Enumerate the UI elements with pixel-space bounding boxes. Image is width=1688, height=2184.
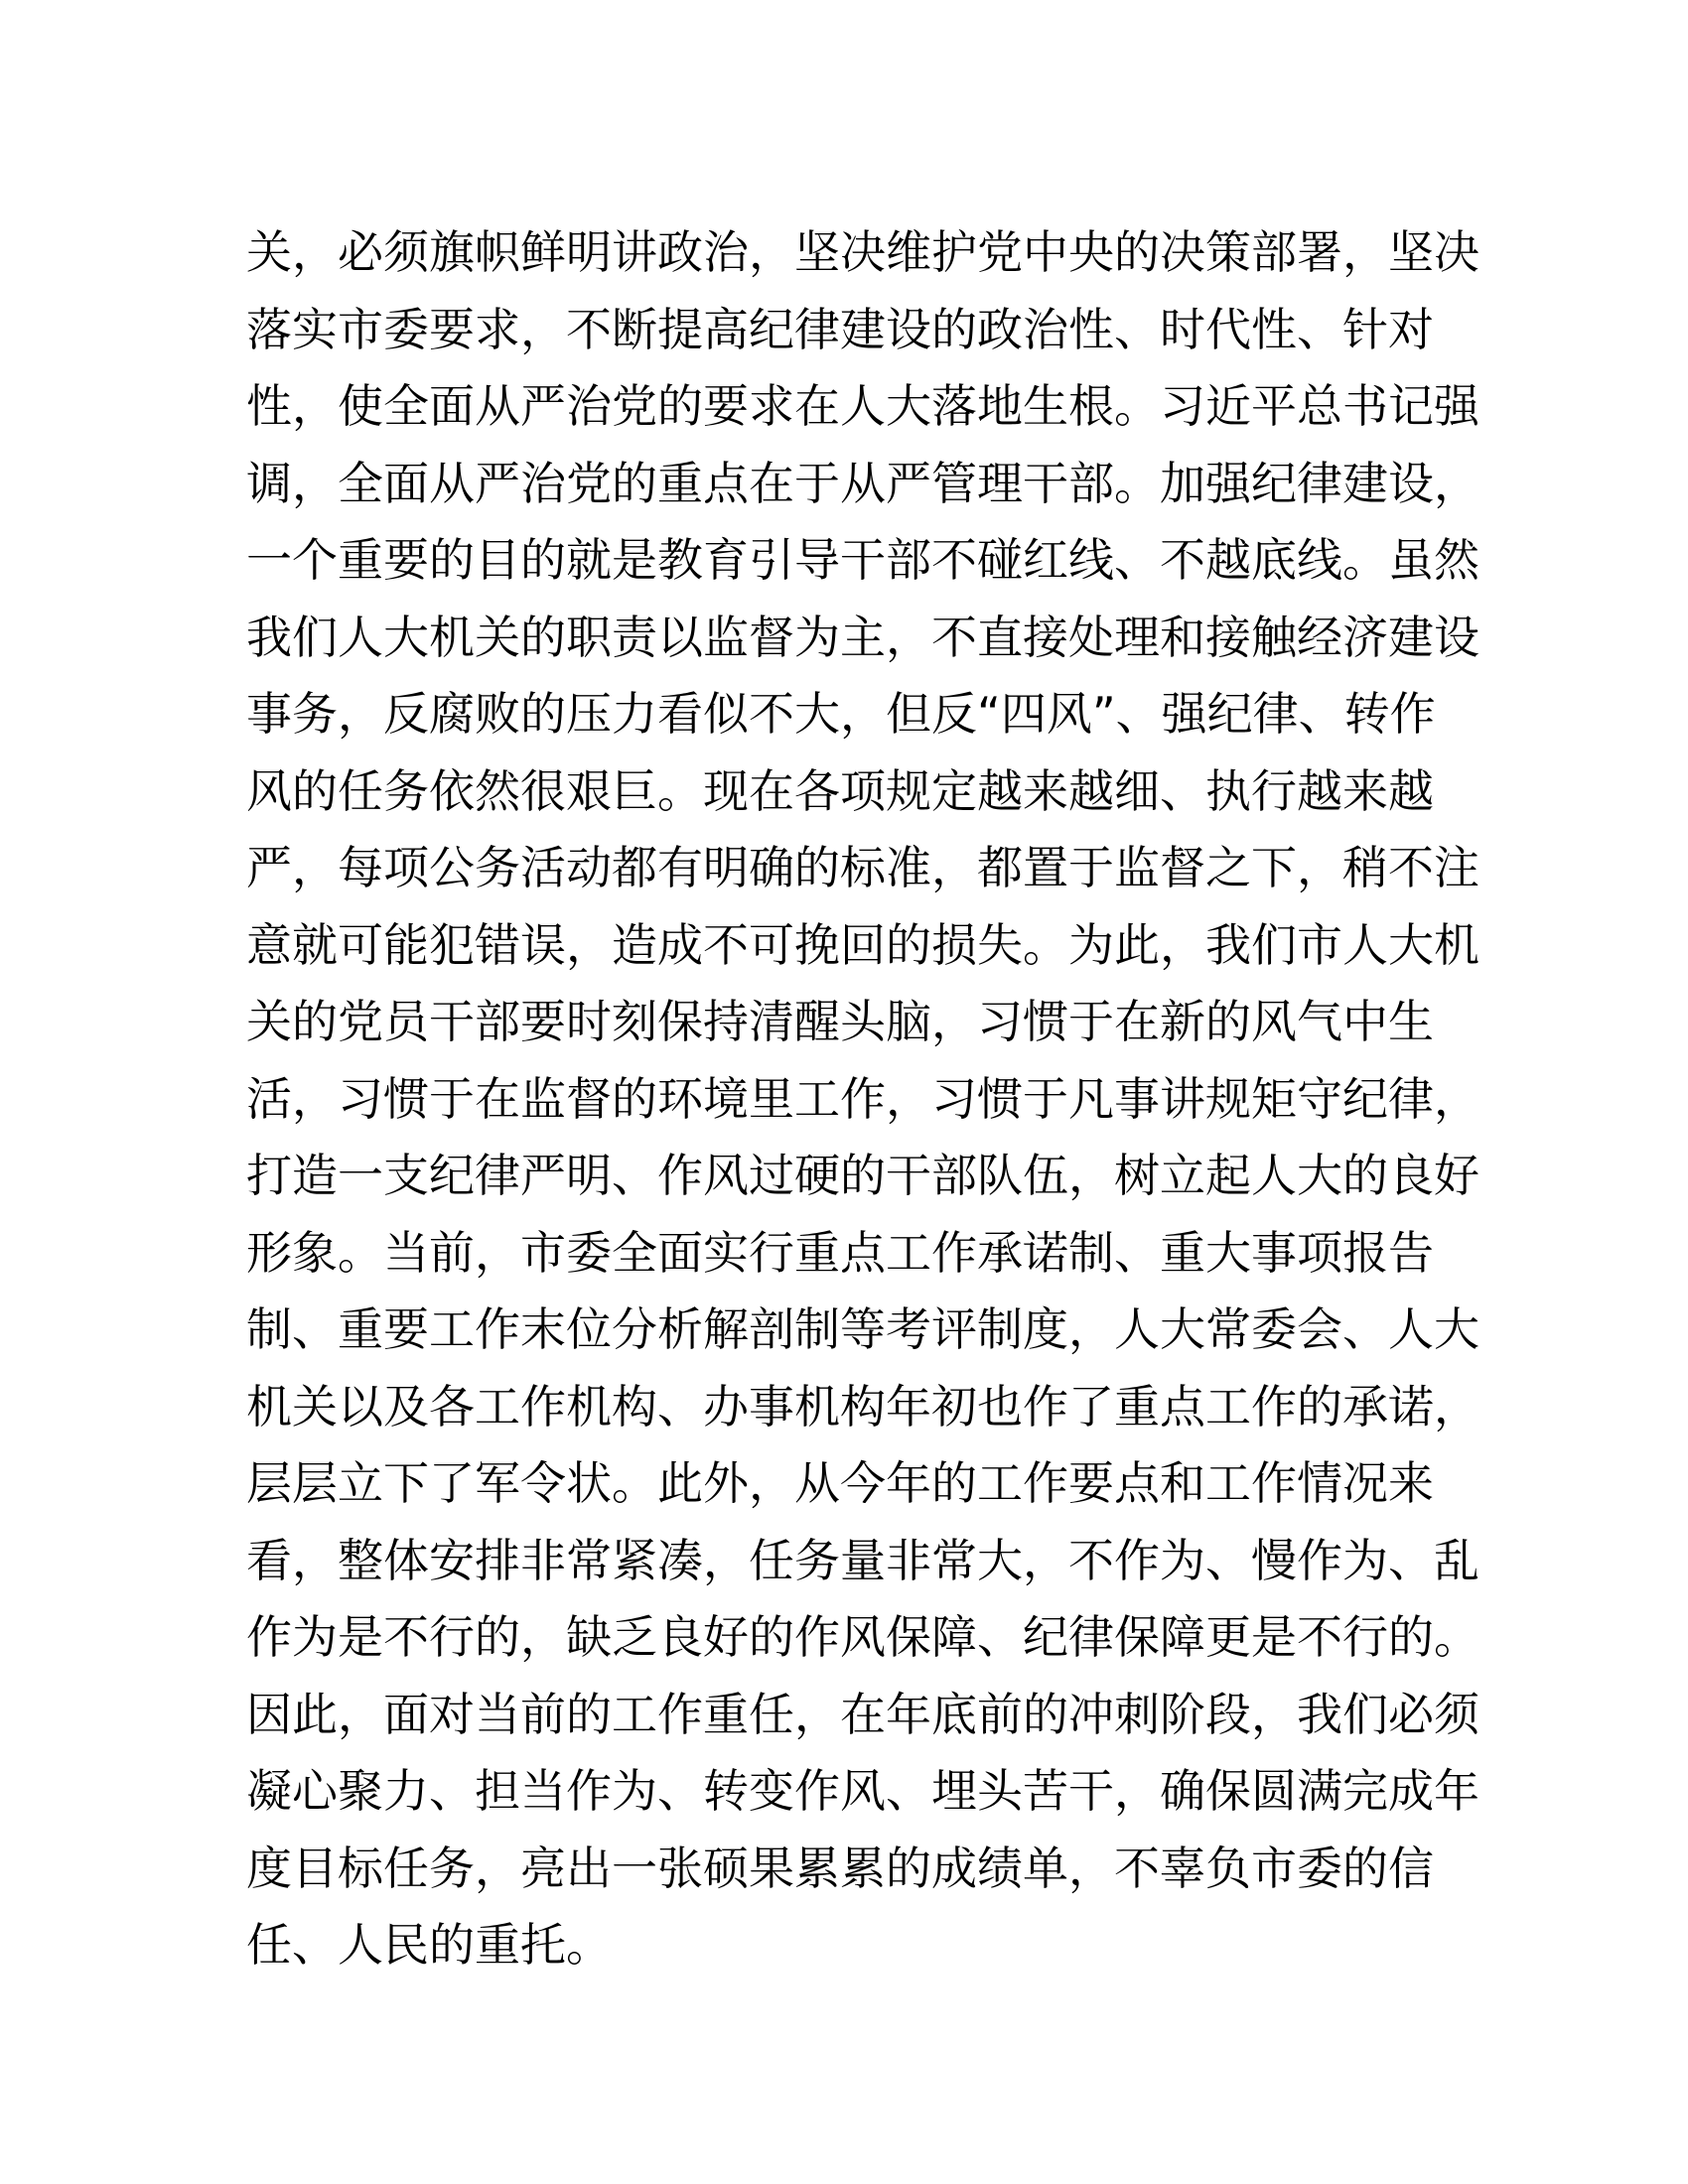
text-line: 活，习惯于在监督的环境里工作，习惯于凡事讲规矩守纪律， [246,1071,1479,1126]
text-line: 关，必须旗帜鲜明讲政治，坚决维护党中央的决策部署，坚决 [246,225,1479,279]
text-line: 性，使全面从严治党的要求在人大落地生根。习近平总书记强 [246,379,1479,433]
text-line: 我们人大机关的职责以监督为主，不直接处理和接触经济建设 [246,610,1479,664]
text-line: 打造一支纪律严明、作风过硬的干部队伍，树立起人大的良好 [246,1149,1479,1202]
text-line: 制、重要工作末位分析解剖制等考评制度，人大常委会、人大 [246,1302,1479,1356]
text-line: 意就可能犯错误，造成不可挽回的损失。为此，我们市人大机 [246,917,1479,972]
text-line: 任、人民的重托。 [246,1918,612,1972]
text-line: 因此，面对当前的工作重任，在年底前的冲刺阶段，我们必须 [246,1687,1479,1741]
text-line: 落实市委要求，不断提高纪律建设的政治性、时代性、针对 [246,302,1434,356]
text-line: 层层立下了军令状。此外，从今年的工作要点和工作情况来 [246,1456,1434,1510]
text-line: 作为是不行的，缺乏良好的作风保障、纪律保障更是不行的。 [246,1610,1479,1664]
text-line: 形象。当前，市委全面实行重点工作承诺制、重大事项报告 [246,1225,1434,1280]
body-paragraph [246,214,1479,1984]
text-line: 风的任务依然很艰巨。现在各项规定越来越细、执行越来越 [246,763,1434,818]
text-line: 度目标任务，亮出一张硕果累累的成绩单，不辜负市委的信 [246,1841,1434,1895]
text-line: 机关以及各工作机构、办事机构年初也作了重点工作的承诺， [246,1379,1479,1433]
text-line: 调，全面从严治党的重点在于从严管理干部。加强纪律建设， [246,456,1479,510]
text-line: 一个重要的目的就是教育引导干部不碰红线、不越底线。虽然 [246,533,1479,587]
text-line: 事务，反腐败的压力看似不大，但反“四风”、强纪律、转作 [246,687,1436,741]
text-line: 严，每项公务活动都有明确的标准，都置于监督之下，稍不注 [246,841,1479,894]
text-line: 看，整体安排非常紧凑，任务量非常大，不作为、慢作为、乱 [246,1533,1479,1587]
text-line: 关的党员干部要时刻保持清醒头脑，习惯于在新的风气中生 [246,995,1434,1048]
text-line: 凝心聚力、担当作为、转变作风、埋头苦干，确保圆满完成年 [246,1764,1479,1818]
